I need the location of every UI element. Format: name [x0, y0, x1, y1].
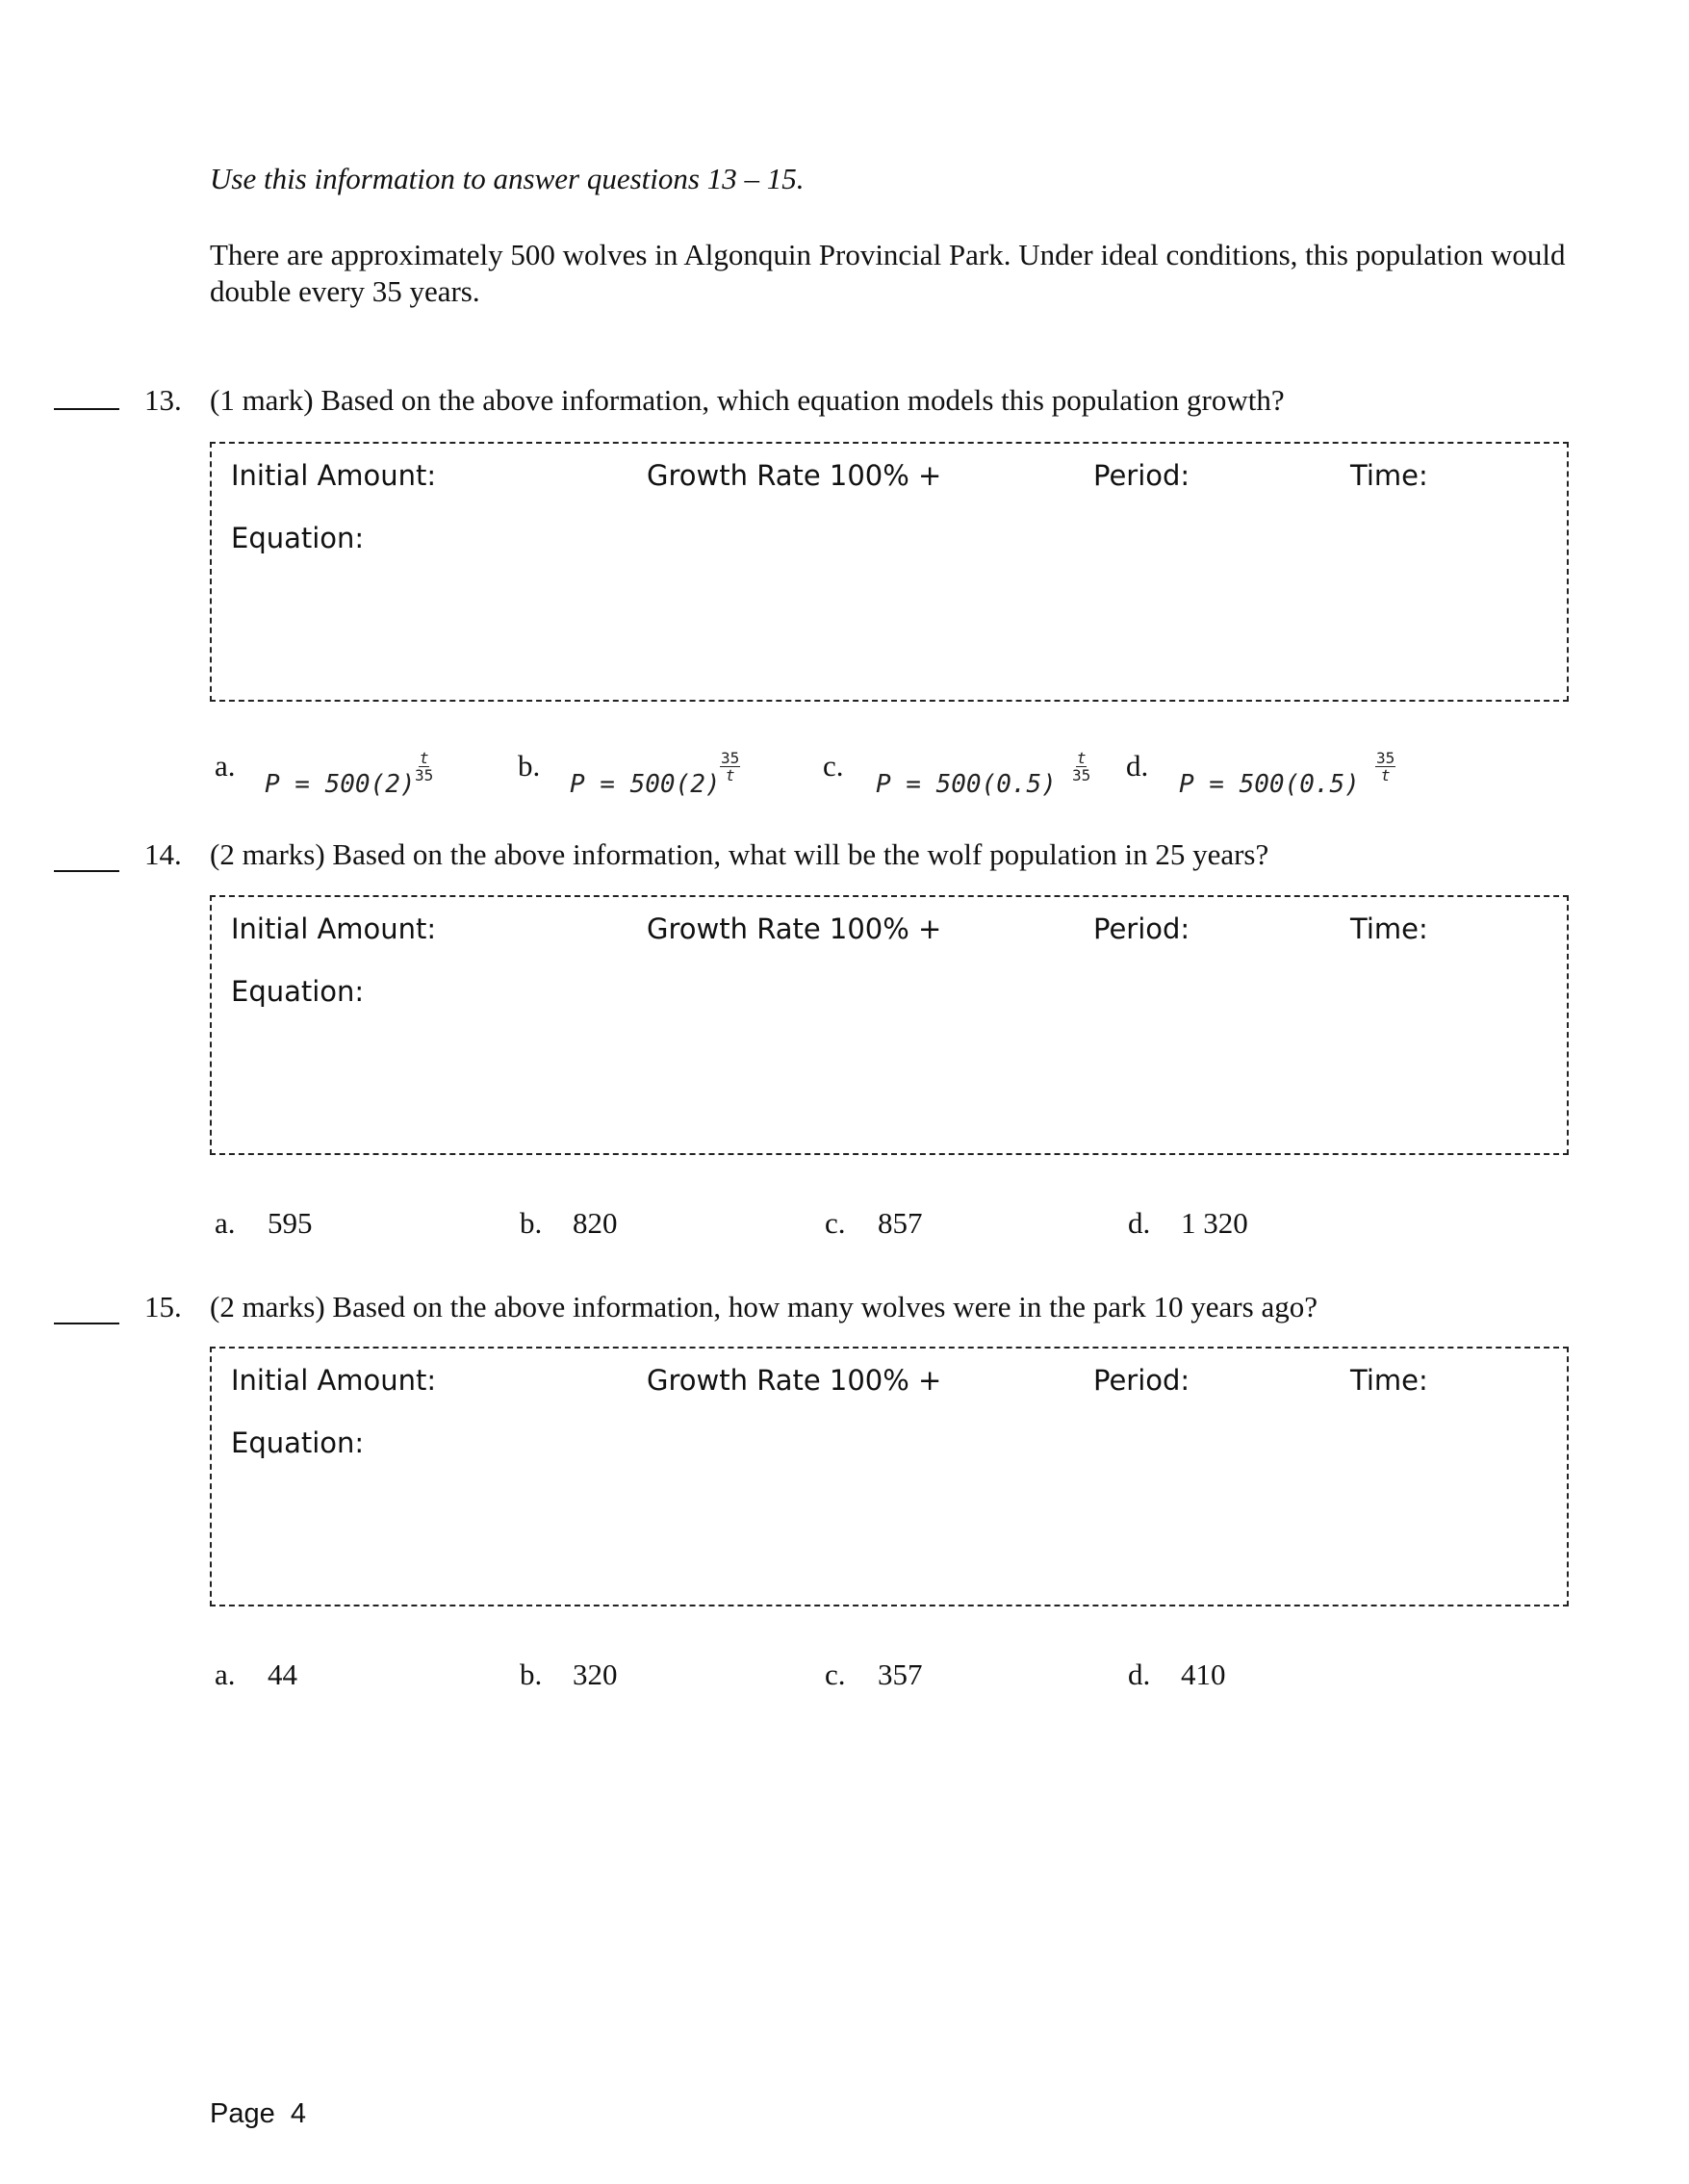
work-box-13[interactable] [210, 442, 1569, 702]
question-text-15: (2 marks) Based on the above information, how many wolves were in the park 10 years ago? [210, 1290, 1318, 1323]
question-number-13: 13. [144, 383, 182, 417]
label-initial-amount: Initial Amount: [231, 1364, 437, 1397]
label-period: Period: [1093, 459, 1190, 492]
question-text-14: (2 marks) Based on the above information, what will be the wolf population in 25 years? [210, 837, 1269, 871]
formula-base: P = 500(2) [570, 770, 721, 799]
choice-letter-14a: a. [215, 1206, 236, 1240]
choice-value-14b[interactable]: 820 [573, 1206, 618, 1240]
formula-base: P = 500(2) [265, 770, 416, 799]
page-number: Page 4 [210, 2098, 306, 2129]
choice-letter-15d: d. [1128, 1657, 1151, 1691]
choice-letter-15c: c. [825, 1657, 846, 1691]
choice-formula-13b[interactable] [570, 749, 740, 799]
exponent-fraction [1375, 750, 1395, 784]
label-time: Time: [1350, 1364, 1428, 1397]
exponent-denominator: 35 [1072, 766, 1091, 784]
label-time: Time: [1350, 459, 1428, 492]
label-growth-rate: Growth Rate 100% + [647, 912, 942, 945]
choice-letter-15a: a. [215, 1657, 236, 1691]
choice-letter-15b: b. [520, 1657, 543, 1691]
label-growth-rate: Growth Rate 100% + [647, 1364, 942, 1397]
choice-letter-13b: b. [518, 749, 541, 783]
label-initial-amount: Initial Amount: [231, 459, 437, 492]
choice-value-14a[interactable]: 595 [268, 1206, 313, 1240]
choice-formula-13a[interactable] [265, 749, 434, 799]
exponent-denominator: 35 [415, 766, 434, 784]
choice-letter-14b: b. [520, 1206, 543, 1240]
choice-letter-14c: c. [825, 1206, 846, 1240]
exponent-numerator: t [419, 749, 429, 767]
choice-value-14c[interactable]: 857 [878, 1206, 923, 1240]
choice-letter-14d: d. [1128, 1206, 1151, 1240]
choice-value-15c[interactable]: 357 [878, 1657, 923, 1691]
question-number-14: 14. [144, 837, 182, 871]
label-equation: Equation: [231, 522, 365, 554]
exponent-fraction [1072, 750, 1090, 784]
question-number-15: 15. [144, 1290, 182, 1323]
choice-letter-13c: c. [823, 749, 844, 783]
instructions-text: Use this information to answer questions 13 – 15. [210, 162, 805, 195]
label-period: Period: [1093, 912, 1190, 945]
label-time: Time: [1350, 912, 1428, 945]
formula-base: P = 500(0.5) [876, 770, 1057, 799]
formula-base: P = 500(0.5) [1179, 770, 1360, 799]
answer-blank-14[interactable] [54, 870, 119, 872]
question-text-13: (1 mark) Based on the above information, which equation models this population growth? [210, 383, 1285, 417]
choice-formula-13c[interactable] [876, 749, 1091, 799]
label-equation: Equation: [231, 1426, 365, 1459]
exponent-fraction [415, 750, 433, 784]
choice-value-15a[interactable]: 44 [268, 1657, 297, 1691]
info-paragraph: There are approximately 500 wolves in Algonquin Provincial Park. Under ideal conditions, this population would double every 35 years. [210, 238, 1566, 308]
exponent-denominator: t [1380, 766, 1391, 784]
exponent-numerator: t [1076, 749, 1087, 767]
exponent-fraction [720, 750, 740, 784]
exponent-numerator: 35 [721, 749, 740, 767]
choice-letter-13a: a. [215, 749, 236, 783]
work-box-14[interactable] [210, 895, 1569, 1155]
choice-value-14d[interactable]: 1 320 [1181, 1206, 1248, 1240]
exponent-numerator: 35 [1376, 749, 1395, 767]
label-equation: Equation: [231, 975, 365, 1008]
choice-letter-13d: d. [1126, 749, 1149, 783]
label-growth-rate: Growth Rate 100% + [647, 459, 942, 492]
work-box-15[interactable] [210, 1347, 1569, 1606]
label-period: Period: [1093, 1364, 1190, 1397]
label-initial-amount: Initial Amount: [231, 912, 437, 945]
answer-blank-15[interactable] [54, 1323, 119, 1324]
exponent-denominator: t [725, 766, 735, 784]
answer-blank-13[interactable] [54, 408, 119, 410]
choice-value-15d[interactable]: 410 [1181, 1657, 1226, 1691]
choice-formula-13d[interactable] [1179, 749, 1395, 799]
choice-value-15b[interactable]: 320 [573, 1657, 618, 1691]
